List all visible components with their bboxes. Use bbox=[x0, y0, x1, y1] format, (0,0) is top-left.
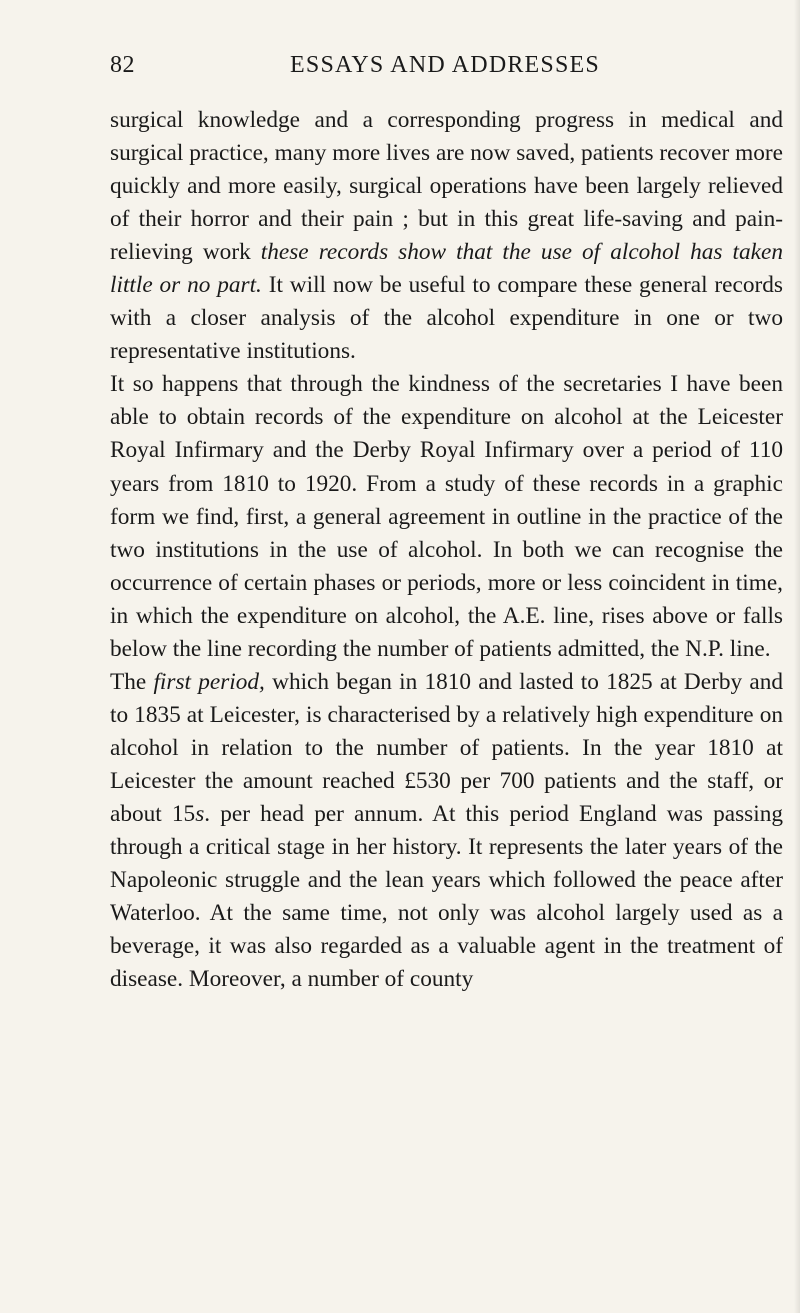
page-edge-shadow bbox=[794, 0, 800, 1313]
italic-text-run: first period, bbox=[153, 668, 265, 695]
text-run: It will now be useful to compare these general records with a closer analysis of the alcohol expenditure in one or two representative institutions. bbox=[110, 272, 783, 365]
page-number: 82 bbox=[110, 52, 135, 78]
text-run: . per head per annum. At this period England was passing through a critical stage in her history. It represents the later years of the Napoleonic struggle and the lean years which followed the peace after Waterloo. At the same time, not only was alcohol largely used as a beverage, it was also regarded as a valuable agent in the treatment of disease. Moreover, a number of county bbox=[110, 800, 783, 993]
running-title: ESSAYS AND ADDRESSES bbox=[290, 52, 600, 78]
text-run: which began in 1810 and lasted to 1825 at Derby and to 1835 at Leicester, is characterised by a relatively high expenditure on alcohol in relation to the number of patients. In the year 1810 at Leicester the amount reached £530 per 700 patients and the staff, or about 15 bbox=[110, 668, 784, 827]
text-run: It so happens that through the kindness of the secretaries I have been able to obtain records of the expenditure on alcohol at the Leicester Royal Infirmary and the Derby Royal Infirmary over a period of 110 years from 1810 to 1920. From a study of these records in a graphic form we find, first, a general agreement in outline in the practice of the two institutions in the use of alcohol. In both we can recognise the occurrence of certain phases or periods, more or less coincident in time, in which the expenditure on alcohol, the A.E. line, rises above or falls below the line recording the number of patients admitted, the N.P. line. bbox=[110, 371, 783, 662]
text-run: The bbox=[110, 668, 154, 695]
paragraph bbox=[110, 666, 783, 996]
text-run: surgical knowledge and a corresponding progress in medical and surgical practice, many more lives are now saved, patients recover more quickly and more easily, surgical operations have been largely relieved of their horror and their pain ; but in this great life-saving and pain-relieving work bbox=[110, 107, 783, 266]
body-text bbox=[110, 104, 783, 996]
italic-text-run: s bbox=[195, 800, 205, 827]
paragraph bbox=[110, 104, 783, 368]
italic-text-run: these records show that the use of alcohol has taken little or no part. bbox=[110, 239, 783, 299]
paragraph bbox=[110, 368, 783, 665]
page-header bbox=[110, 52, 795, 92]
